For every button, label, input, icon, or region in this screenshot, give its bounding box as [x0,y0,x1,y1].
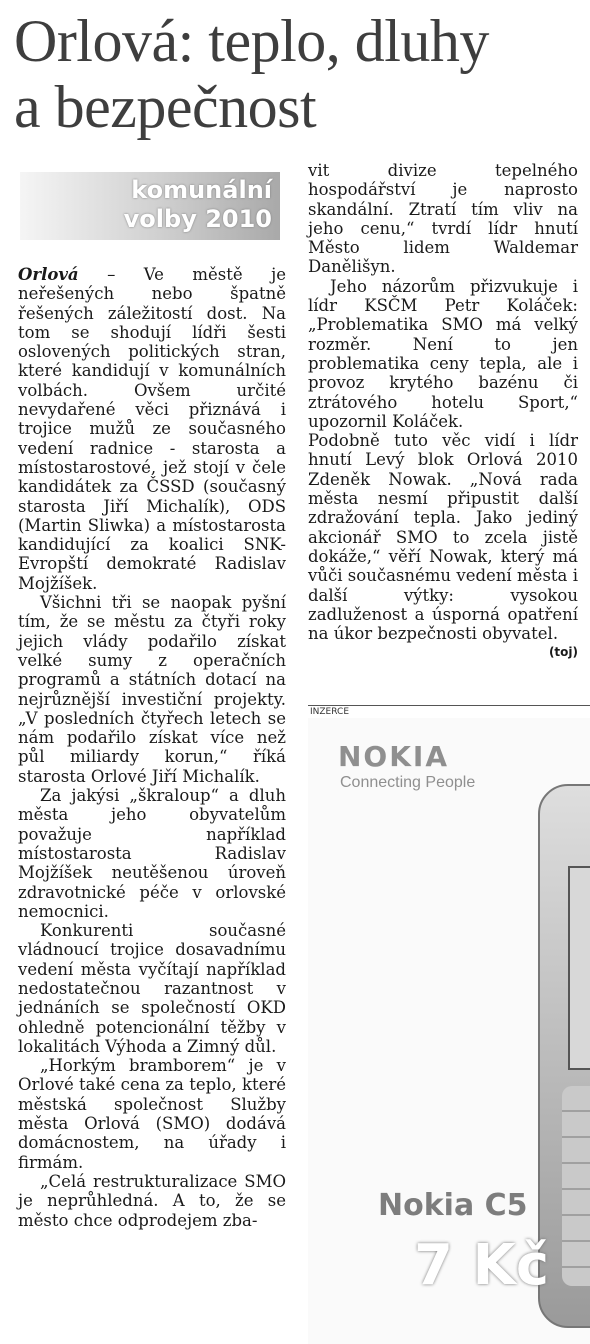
article-paragraph: Konkurenti současné vládnoucí trojice dosavadnímu vedení města vyčítají například nedostatečnou razantnost v jednáních se společností OKD ohledně potencionální těžby v lokalitách Výhoda a Zimný důl. [18,921,286,1056]
ad-divider [308,705,590,706]
section-label-line-1: komunální [131,176,272,204]
article-paragraph: Všichni tři se naopak pyšní tím, že se městu za čtyři roky jejich vlády podařilo získat velké sumy z operačních programů a státních dotací na nejrůznější investiční projekty. „V posledních čtyřech letech se nám podařilo získat více než půl miliardy korun,“ říká starosta Orlové Jiří Michalík. [18,593,286,786]
article-paragraph [18,265,286,593]
paragraph-text: Podobně tuto věc vidí i lídr hnutí Levý blok Orlová 2010 Zdeněk Nowak. „Nová rada města nesmí připustit další zdražování tepla. Jako jediný akcionář SMO to zcela jistě dokáže,“ věří Nowak, který má vůči současnému vedení města i další výtky: vysokou zadluženost a úsporná opatření na úkor bezpečnosti obyvatel. [308,431,578,644]
nokia-advertisement [308,718,590,1344]
article-paragraph: Jeho názorům přizvukuje i lídr KSČM Petr Koláček: „Problematika SMO má velký rozměr. Není to jen problematika ceny tepla, ale i provoz krytého bazénu či ztrátového hotelu Sport,“ upozornil Koláček. [308,276,578,431]
nokia-logo: NOKIA [338,740,450,773]
section-label [20,172,280,240]
article-paragraph: „Horkým bramborem“ je v Orlové také cena za teplo, které městská společnost Služby města Orlová (SMO) dodává domácnostem, na úřady i firmám. [18,1056,286,1172]
section-label-line-2: volby 2010 [123,205,272,233]
article-paragraph [308,431,578,660]
article-right-column [308,161,578,663]
headline [14,8,584,140]
dateline: Orlová [18,265,79,284]
nokia-tagline: Connecting People [340,774,476,791]
phone-model: Nokia C5 [378,1188,528,1223]
headline-line-2: a bezpečnost [14,74,317,140]
paragraph-text: – Ve městě je neřešených nebo špatně řešených záležitostí dost. Na tom se shodují lídři šesti oslovených politických stran, které kandidují v komunálních volbách. Ovšem určité nevydařené věci přiznává i trojice mužů ze současného vedení radnice - starosta a místostarostové, jež stojí v čele kandidátek za ČSSD (současný starosta Jiří Michalík), ODS (Martin Sliwka) a místostarosta kandidující za koalici SNK-Evropští demokraté Radislav Mojžíšek. [18,265,286,593]
phone-screen [568,866,590,1070]
phone-keypad [562,1086,590,1286]
ad-label: INZERCE [310,707,350,717]
article-paragraph: vit divize tepelného hospodářství je naprosto skandální. Ztratí tím vliv na jeho cenu,“ tvrdí lídr hnutí Město lidem Waldemar Danělišyn. [308,161,578,277]
author-signature: (toj) [548,645,578,660]
article-paragraph: Za jakýsi „škraloup“ a dluh města jeho obyvatelům považuje například místostarosta Radislav Mojžíšek neutěšenou úroveň zdravotnické péče v orlovské nemocnici. [18,786,286,921]
headline-line-1: Orlová: teplo, dluhy [14,8,489,74]
article-left-column [18,265,286,1230]
article-paragraph: „Celá restrukturalizace SMO je neprůhledná. A to, že se město chce odprodejem zba- [18,1171,286,1230]
phone-price: 7 Kč [414,1233,550,1298]
